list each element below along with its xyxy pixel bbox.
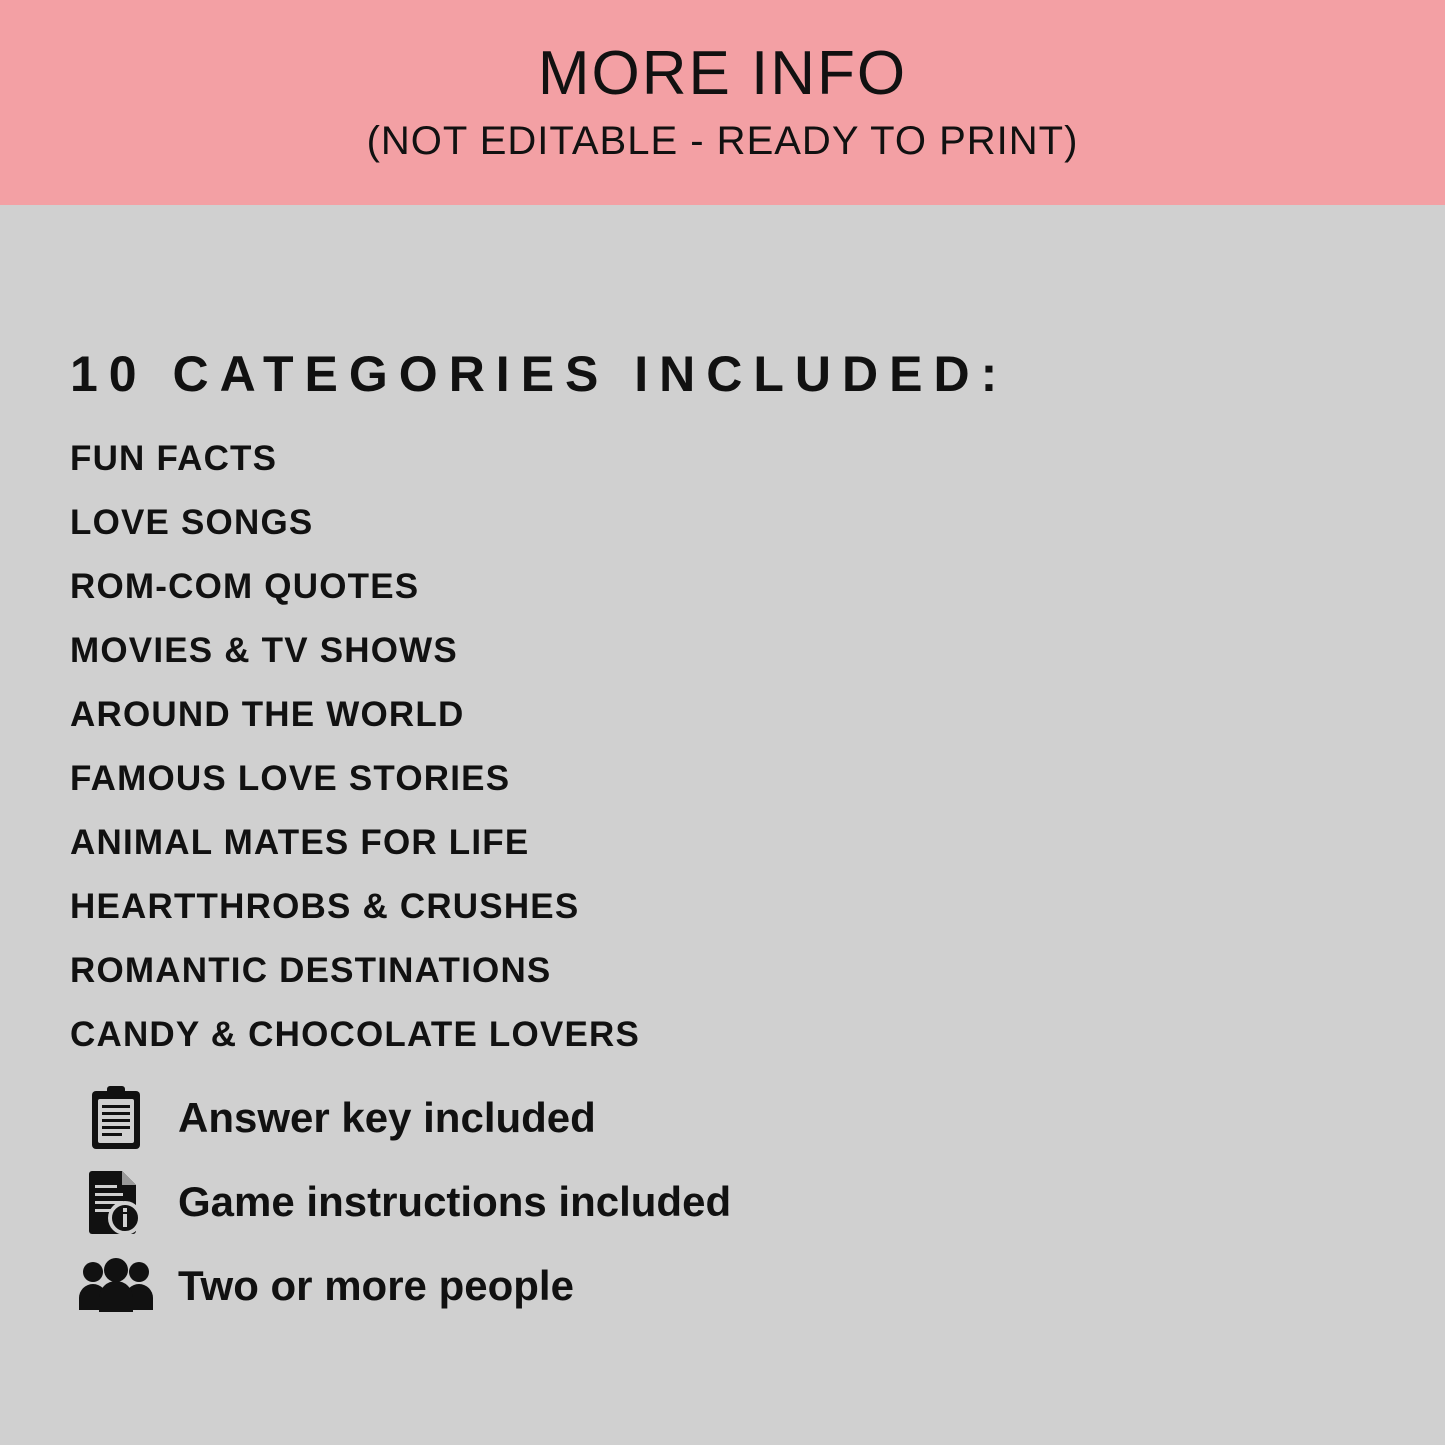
list-item: CANDY & CHOCOLATE LOVERS bbox=[70, 1015, 641, 1054]
page-title: MORE INFO bbox=[537, 39, 908, 109]
list-item: ROMANTIC DESTINATIONS bbox=[70, 951, 552, 990]
categories-list bbox=[70, 441, 1375, 1052]
feature-label: Two or more people bbox=[178, 1262, 574, 1309]
feature-row-answer-key bbox=[70, 1082, 1375, 1154]
feature-row-players bbox=[70, 1250, 1375, 1322]
main-content bbox=[0, 205, 1445, 1445]
feature-row-instructions bbox=[70, 1166, 1375, 1238]
list-item: FAMOUS LOVE STORIES bbox=[70, 759, 511, 798]
list-item: ANIMAL MATES FOR LIFE bbox=[70, 823, 530, 862]
list-item: HEARTTHROBS & CRUSHES bbox=[70, 887, 580, 926]
list-item: FUN FACTS bbox=[70, 439, 278, 478]
categories-heading: 10 CATEGORIES INCLUDED: bbox=[70, 346, 1009, 402]
people-group-icon bbox=[76, 1250, 156, 1322]
header-banner bbox=[0, 0, 1445, 205]
feature-label: Answer key included bbox=[178, 1094, 596, 1141]
page-subtitle: (NOT EDITABLE - READY TO PRINT) bbox=[366, 118, 1079, 163]
features-list bbox=[70, 1082, 1375, 1322]
feature-label: Game instructions included bbox=[178, 1178, 732, 1225]
list-item: AROUND THE WORLD bbox=[70, 695, 465, 734]
document-info-icon bbox=[76, 1166, 156, 1238]
clipboard-icon bbox=[76, 1082, 156, 1154]
list-item: LOVE SONGS bbox=[70, 503, 314, 542]
list-item: ROM-COM QUOTES bbox=[70, 567, 420, 606]
list-item: MOVIES & TV SHOWS bbox=[70, 631, 458, 670]
